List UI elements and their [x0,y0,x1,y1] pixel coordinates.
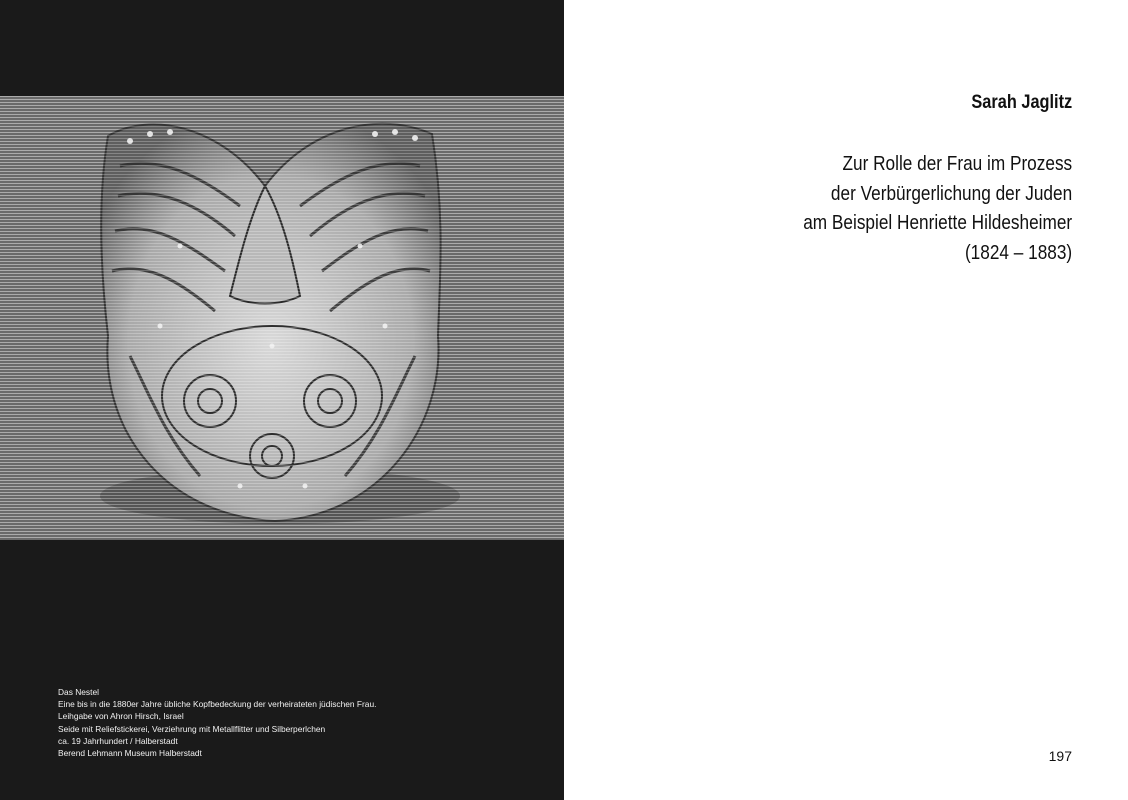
author-name: Sarah Jaglitz [971,92,1072,113]
title-line: (1824 – 1883) [964,240,1072,264]
caption-line: Leihgabe von Ahron Hirsch, Israel [58,711,184,722]
chapter-title [803,149,1072,267]
title-line: der Verbürgerlichung der Juden [830,181,1072,205]
nestel-photo [0,96,564,540]
title-line: am Beispiel Henriette Hildesheimer [803,211,1072,234]
caption-line: ca. 19 Jahrhundert / Halberstadt [58,735,178,746]
title-line: Zur Rolle der Frau im Prozess [842,152,1072,175]
caption-line: Berend Lehmann Museum Halberstadt [58,748,202,759]
page-number: 197 [1048,748,1072,764]
caption-line: Eine bis in die 1880er Jahre übliche Kopfbedeckung der verheirateten jüdischen Frau. [58,699,377,710]
nestel-headdress-illustration [0,96,564,540]
caption-line: Das Nestel [58,687,99,697]
right-page [564,0,1128,800]
caption-line: Seide mit Reliefstickerei, Verziehrung mit Metallflitter und Silberperlchen [58,723,326,734]
photo-caption [58,686,376,759]
